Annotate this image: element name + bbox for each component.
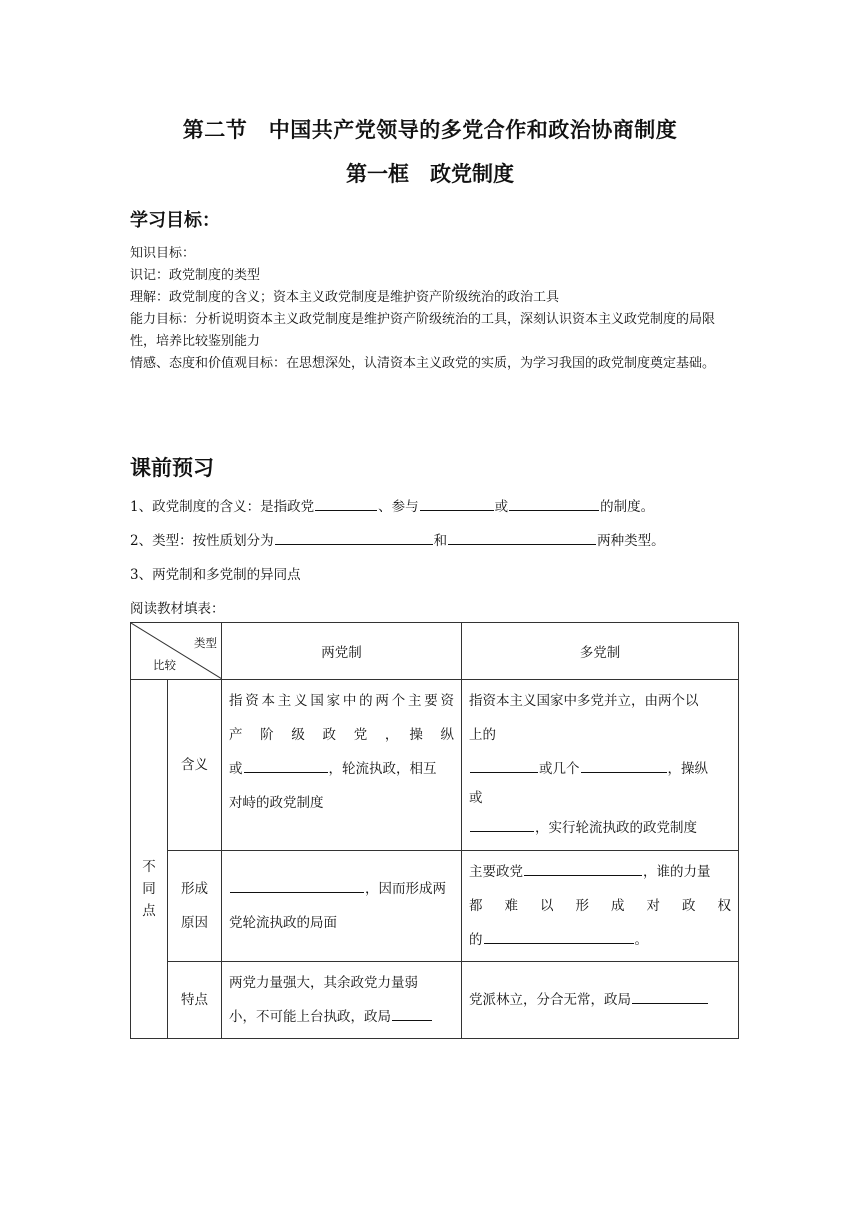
blank-field[interactable]: [509, 496, 599, 511]
corner-label-type: 类型: [194, 636, 217, 650]
blank-field[interactable]: [484, 929, 634, 944]
two-party-meaning: 指资本主义国家中的两个主要资 产 阶 级 政 党 ， 操 纵 或 ，轮流执政，相互 对峙的政党制度: [222, 680, 462, 851]
knowledge-goals-label: 知识目标：: [130, 246, 196, 261]
row-label-feature: 特点: [168, 962, 222, 1039]
blank-field[interactable]: [315, 496, 377, 511]
column-header-two-party: 两党制: [222, 623, 462, 680]
two-party-cause: ，因而形成两 党轮流执政的局面: [222, 851, 462, 962]
group-label-differences: 不同点: [131, 680, 168, 1039]
blank-field[interactable]: [470, 817, 534, 832]
blank-field[interactable]: [524, 861, 642, 876]
blank-field[interactable]: [448, 530, 596, 545]
blank-field[interactable]: [230, 878, 364, 893]
learning-goals: [130, 243, 735, 375]
blank-field[interactable]: [470, 758, 538, 773]
multi-party-feature: 党派林立，分合无常，政局: [462, 962, 739, 1039]
emotion-goal: 情感、态度和价值观目标：在思想深处，认清资本主义政党的实质，为学习我国的政党制度奠定基础。: [130, 356, 716, 371]
two-party-feature: 两党力量强大，其余政党力量弱 小，不可能上台执政，政局: [222, 962, 462, 1039]
row-label-meaning: 含义: [168, 680, 222, 851]
understand-goal: 理解：政党制度的含义；资本主义政党制度是维护资产阶级统治的政治工具: [130, 290, 560, 305]
question-3: 3、两党制和多党制的异同点: [130, 567, 301, 583]
read-textbook-instruction: 阅读教材填表：: [130, 601, 225, 617]
learning-goals-heading: 学习目标：: [130, 210, 220, 231]
blank-field[interactable]: [244, 758, 328, 773]
column-header-multi-party: 多党制: [462, 623, 739, 680]
row-label-cause: 形成原因: [168, 851, 222, 962]
ability-goal: 能力目标：分析说明资本主义政党制度是维护资产阶级统治的工具，深刻认识资本主义政党制度的局限性，培养比较鉴别能力: [130, 312, 716, 349]
lesson-subtitle: 第一框 政党制度: [346, 162, 514, 186]
diagonal-divider: [131, 623, 222, 679]
blank-field[interactable]: [581, 758, 667, 773]
blank-field[interactable]: [420, 496, 494, 511]
preview-heading: 课前预习: [130, 456, 214, 480]
blank-field[interactable]: [392, 1006, 432, 1021]
question-1: 1、政党制度的含义：是指政党 、参与 或 的制度。: [130, 495, 654, 515]
blank-field[interactable]: [632, 989, 708, 1004]
corner-label-compare: 比较: [153, 658, 176, 672]
multi-party-meaning: 指资本主义国家中多党并立，由两个以 上的 或几个 ，操纵 或 ，实行轮流执政的政党制度: [462, 680, 739, 851]
table-corner-header: [131, 623, 222, 680]
blank-field[interactable]: [275, 530, 433, 545]
lesson-title: 第二节 中国共产党领导的多党合作和政治协商制度: [182, 118, 678, 142]
comparison-table: [130, 622, 739, 1039]
recall-goal: 识记：政党制度的类型: [130, 268, 261, 283]
multi-party-cause: 主要政党 ，谁的力量 都 难 以 形 成 对 政 权 的 。: [462, 851, 739, 962]
question-2: 2、类型：按性质划分为 和 两种类型。: [130, 529, 665, 549]
